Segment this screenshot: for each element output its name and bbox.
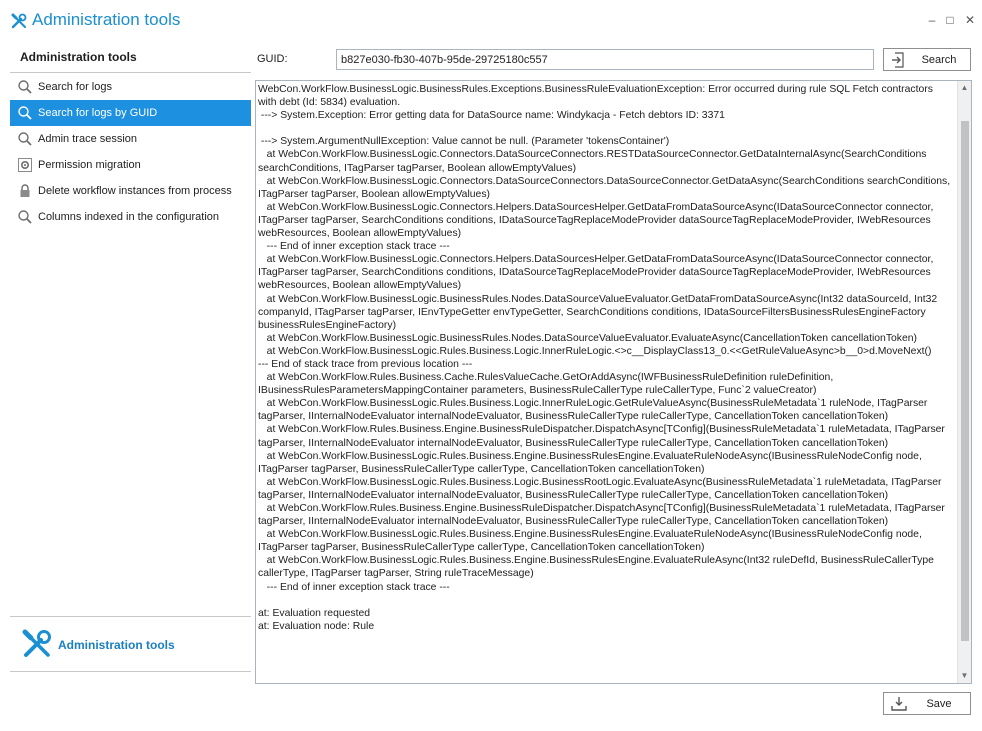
log-scrollbar[interactable] <box>957 81 971 683</box>
footer-label: Administration tools <box>58 638 175 652</box>
sidebar-item-delete-workflow-instances[interactable] <box>10 178 251 204</box>
sidebar-item-label: Columns indexed in the configuration <box>38 211 220 223</box>
gear-icon <box>17 157 33 173</box>
save-button[interactable] <box>883 692 971 715</box>
sidebar-item-label: Permission migration <box>38 159 141 171</box>
log-text[interactable]: WebCon.WorkFlow.BusinessLogic.BusinessRules.Exceptions.BusinessRuleEvaluationException: Error occurred during rule SQL Fetch contractors with debt (Id: 5834) evaluation. ---> System.Exception: Error getting data for DataSource name: Windykacja - Fetch debtors ID: 3371 ---> System.ArgumentNullException: Value cannot be null. (Parameter 'tokensContainer') at WebCon.WorkFlow.BusinessLogic.Connectors.DataSourceConnectors.RESTDataSourceConnector.GetDataInternalAsync(SearchConditions searchConditions, ITagParser tagParser, Boolean allowEmptyValues) at WebCon.WorkFlow.BusinessLogic.Connectors.DataSourceConnectors.DataSourceConnector.GetDataAsync(SearchConditions searchConditions, ITagParser tagParser, Boolean allowEmptyValues) at WebCon.WorkFlow.BusinessLogic.Connectors.Helpers.DataSourcesHelper.GetDataFromDataSourceAsync(IDataSourceConnector connector, ITagParser tagParser, SearchConditions conditions, IDataSourceTagReplaceModeProvider dataSourceTagReplaceModeProvider, IWebResources webResources, Boolean allowEmptyValues) --- End of inner exception stack trace --- at WebCon.WorkFlow.BusinessLogic.Connectors.Helpers.DataSourcesHelper.GetDataFromDataSourceAsync(IDataSourceConnector connector, ITagParser tagParser, SearchConditions conditions, IDataSourceTagReplaceModeProvider dataSourceTagReplaceModeProvider, IWebResources webResources, Boolean allowEmptyValues) at WebCon.WorkFlow.BusinessLogic.BusinessRules.Nodes.DataSourceValueEvaluator.GetDataFromDataSourceAsync(Int32 dataSourceId, Int32 companyId, ITagParser tagParser, IEnvTypeGetter envTypeGetter, SearchConditions conditions, IDataSourceFiltersBusinessRulesEngineFactory businessRulesEngineFactory) at WebCon.WorkFlow.BusinessLogic.BusinessRules.Nodes.DataSourceValueEvaluator.EvaluateAsync(CancellationToken cancellationToken) at WebCon.WorkFlow.BusinessLogic.Rules.Business.Logic.InnerRuleLogic.<>c__DisplayClass13_0.<<GetRuleValueAsync>b__0>d.MoveNext() --- End of stack trace from previous location --- at WebCon.WorkFlow.Rules.Business.Cache.RulesValueCache.GetOrAddAsync(IWFBusinessRuleDefinition ruleDefinition, IBusinessRulesParametersMappingContainer parameters, BusinessRuleCallerType ruleCallerType, Func`2 valueCreator) at WebCon.WorkFlow.BusinessLogic.Rules.Business.Logic.InnerRuleLogic.GetRuleValueAsync(BusinessRuleMetadata`1 ruleNode, ITagParser tagParser, IInternalNodeEvaluator internalNodeEvaluator, BusinessRuleCallerType ruleCallerType, CancellationToken cancellationToken) at WebCon.WorkFlow.Rules.Business.Engine.BusinessRuleDispatcher.DispatchAsync[TConfig](BusinessRuleMetadata`1 ruleMetadata, ITagParser tagParser, IInternalNodeEvaluator internalNodeEvaluator, BusinessRuleCallerType ruleCallerType, CancellationToken cancellationToken) at WebCon.WorkFlow.BusinessLogic.Rules.Business.Engine.BusinessRulesEngine.EvaluateRuleNodeAsync(IBusinessRuleNodeConfig node, ITagParser tagParser, BusinessRuleCallerType callerType, CancellationToken cancellationToken) at WebCon.WorkFlow.BusinessLogic.Rules.Business.Logic.BusinessRootLogic.EvaluateAsync(BusinessRuleMetadata`1 ruleMetadata, ITagParser tagParser, IInternalNodeEvaluator internalNodeEvaluator, BusinessRuleCallerType ruleCallerType, CancellationToken cancellationToken) at WebCon.WorkFlow.Rules.Business.Engine.BusinessRuleDispatcher.DispatchAsync[TConfig](BusinessRuleMetadata`1 ruleMetadata, ITagParser tagParser, IInternalNodeEvaluator internalNodeEvaluator, BusinessRuleCallerType ruleCallerType, CancellationToken cancellationToken) at WebCon.WorkFlow.BusinessLogic.Rules.Business.Engine.BusinessRulesEngine.EvaluateRuleNodeAsync(IBusinessRuleNodeConfig node, ITagParser tagParser, BusinessRuleCallerType callerType, CancellationToken cancellationToken) at WebCon.WorkFlow.BusinessLogic.Rules.Business.Engine.BusinessRulesEngine.EvaluateRuleAsync(Int32 ruleDefId, BusinessRuleCallerType callerType, ITagParser tagParser, String ruleTraceMessage) --- End of inner exception stack trace --- at: Evaluation requested at: Evaluation node: Rule <box>258 84 951 632</box>
close-icon[interactable]: ✕ <box>964 13 976 27</box>
sidebar-item-search-for-logs-by-guid[interactable] <box>10 100 251 126</box>
sidebar-item-label: Search for logs <box>38 81 112 93</box>
minimize-icon[interactable]: – <box>928 13 936 27</box>
lock-icon <box>17 183 33 199</box>
search-icon <box>17 79 33 95</box>
search-button[interactable] <box>883 48 971 71</box>
maximize-icon[interactable]: □ <box>946 13 954 27</box>
nav-list <box>10 74 251 230</box>
sidebar-item-columns-indexed[interactable] <box>10 204 251 230</box>
window-title: Administration tools <box>32 10 181 29</box>
sidebar-header: Administration tools <box>10 44 251 73</box>
tools-icon <box>20 627 54 661</box>
search-button-label: Search <box>921 54 957 66</box>
sidebar-item-search-for-logs[interactable] <box>10 74 251 100</box>
sidebar-item-label: Admin trace session <box>38 133 138 145</box>
sidebar-item-label: Search for logs by GUID <box>38 107 158 119</box>
sidebar <box>10 44 251 672</box>
search-icon <box>17 209 33 225</box>
tools-icon <box>10 12 28 30</box>
guid-input[interactable] <box>336 49 874 70</box>
search-icon <box>17 131 33 147</box>
sidebar-item-admin-trace-session[interactable] <box>10 126 251 152</box>
log-output[interactable] <box>255 80 972 684</box>
sidebar-item-label: Delete workflow instances from process <box>38 185 232 197</box>
guid-label: GUID: <box>257 53 288 65</box>
sidebar-footer[interactable] <box>10 616 251 672</box>
scroll-down-icon[interactable]: ▼ <box>960 671 969 680</box>
scroll-thumb[interactable] <box>961 121 969 641</box>
save-icon <box>890 695 908 713</box>
search-icon <box>17 105 33 121</box>
scroll-up-icon[interactable]: ▲ <box>960 83 969 92</box>
sidebar-item-permission-migration[interactable] <box>10 152 251 178</box>
title-bar <box>0 0 982 44</box>
save-button-label: Save <box>926 698 952 710</box>
search-run-icon <box>890 51 908 69</box>
